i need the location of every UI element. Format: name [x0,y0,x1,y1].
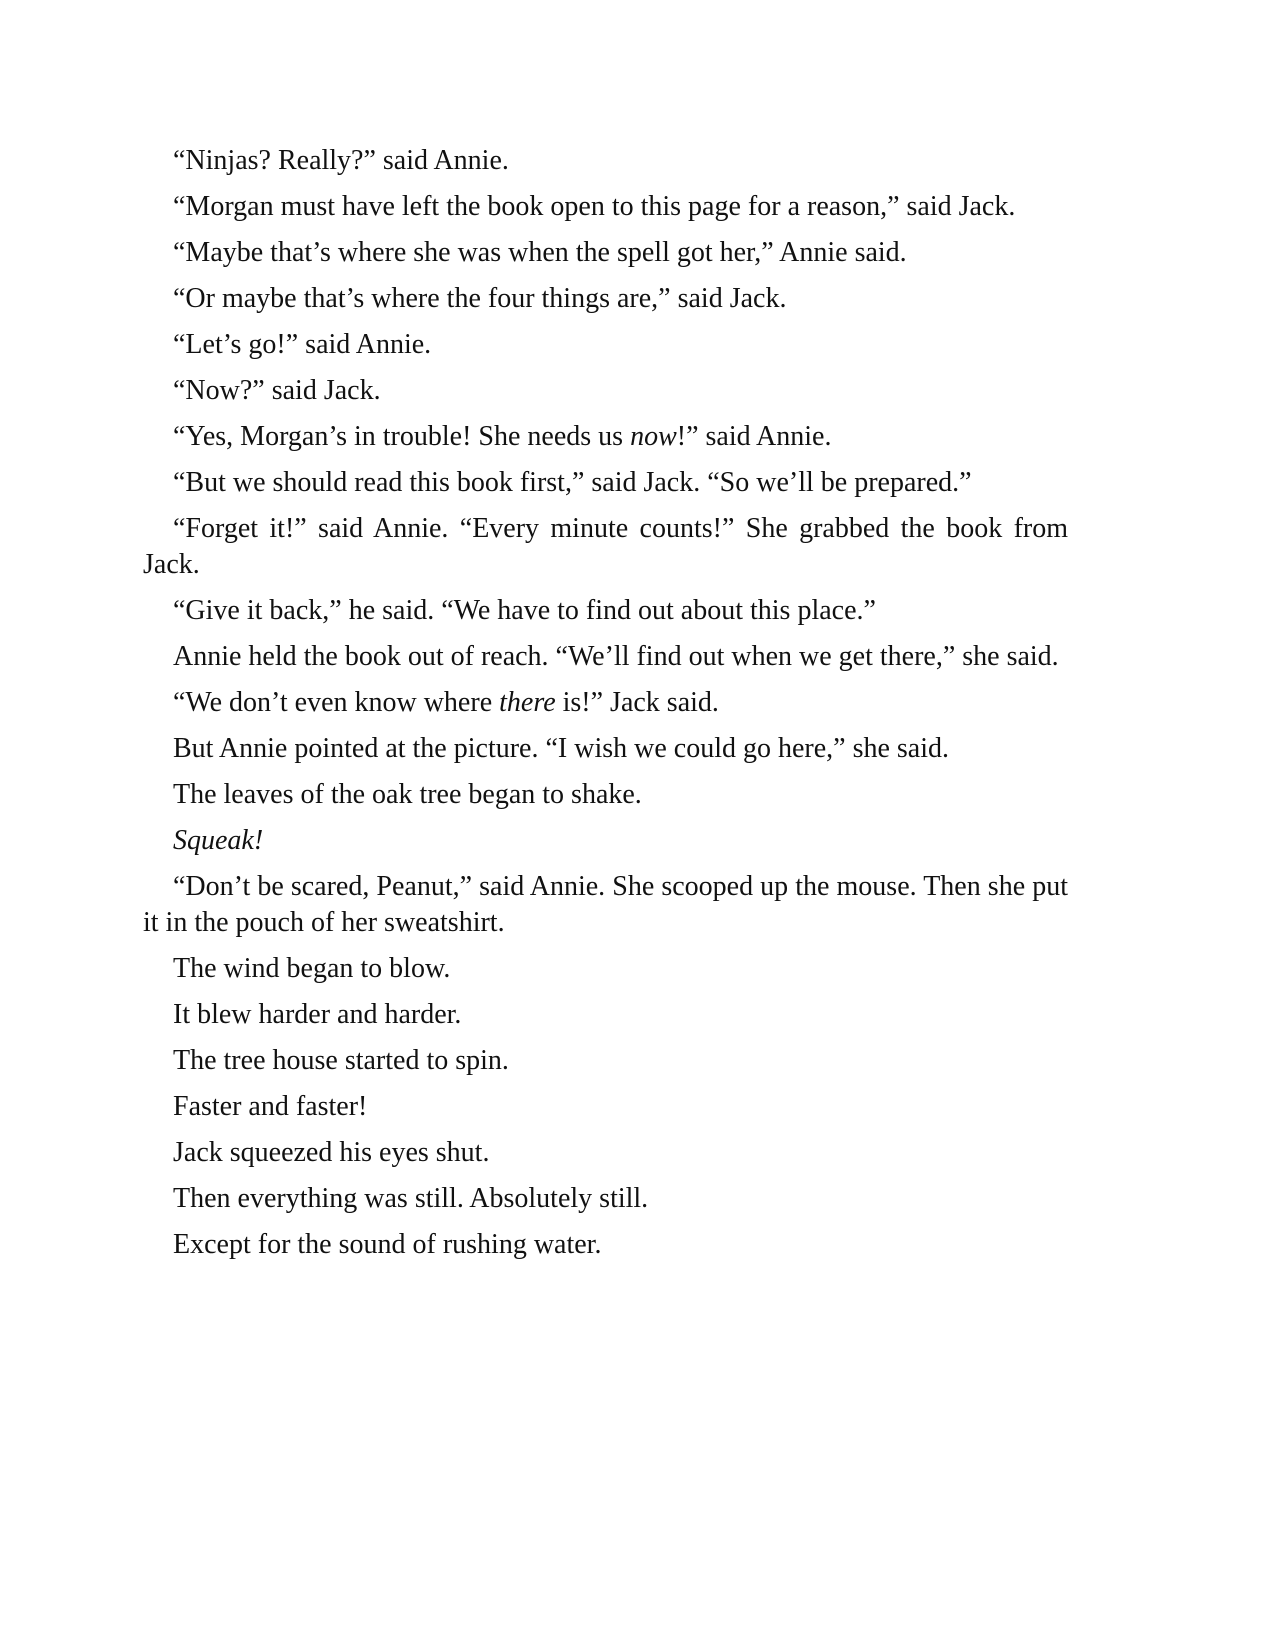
paragraph-18: It blew harder and harder. [173,999,462,1030]
paragraph-14: The leaves of the oak tree began to shake. [173,779,642,810]
paragraph-2: “Morgan must have left the book open to this page for a reason,” said Jack. [173,191,1016,222]
paragraph-4: “Or maybe that’s where the four things are,” said Jack. [173,283,787,314]
paragraph-11: Annie held the book out of reach. “We’ll find out when we get there,” she said. [173,641,1059,672]
paragraph-21: Jack squeezed his eyes shut. [173,1137,490,1168]
paragraph-15: Squeak! [173,825,264,856]
paragraph-19: The tree house started to spin. [173,1045,509,1076]
paragraph-7: “Yes, Morgan’s in trouble! She needs us now!” said Annie. [173,421,832,452]
paragraph-6: “Now?” said Jack. [173,375,381,406]
paragraph-8: “But we should read this book first,” said Jack. “So we’ll be prepared.” [173,467,972,498]
paragraph-5: “Let’s go!” said Annie. [173,329,432,360]
paragraph-10: “Give it back,” he said. “We have to find out about this place.” [173,595,876,626]
paragraph-1: “Ninjas? Really?” said Annie. [173,145,509,176]
paragraph-20: Faster and faster! [173,1091,368,1122]
paragraph-23: Except for the sound of rushing water. [173,1229,602,1260]
paragraph-22: Then everything was still. Absolutely still. [173,1183,649,1214]
page-text [143,143,1068,1273]
paragraph-16: “Don’t be scared, Peanut,” said Annie. She scooped up the mouse. Then she put it in the pouch of her sweatshirt. [143,871,1068,938]
paragraph-9: “Forget it!” said Annie. “Every minute counts!” She grabbed the book from Jack. [143,513,1068,580]
paragraph-12: “We don’t even know where there is!” Jack said. [173,687,719,718]
paragraph-13: But Annie pointed at the picture. “I wish we could go here,” she said. [173,733,950,764]
paragraph-3: “Maybe that’s where she was when the spell got her,” Annie said. [173,237,907,268]
paragraph-17: The wind began to blow. [173,953,451,984]
